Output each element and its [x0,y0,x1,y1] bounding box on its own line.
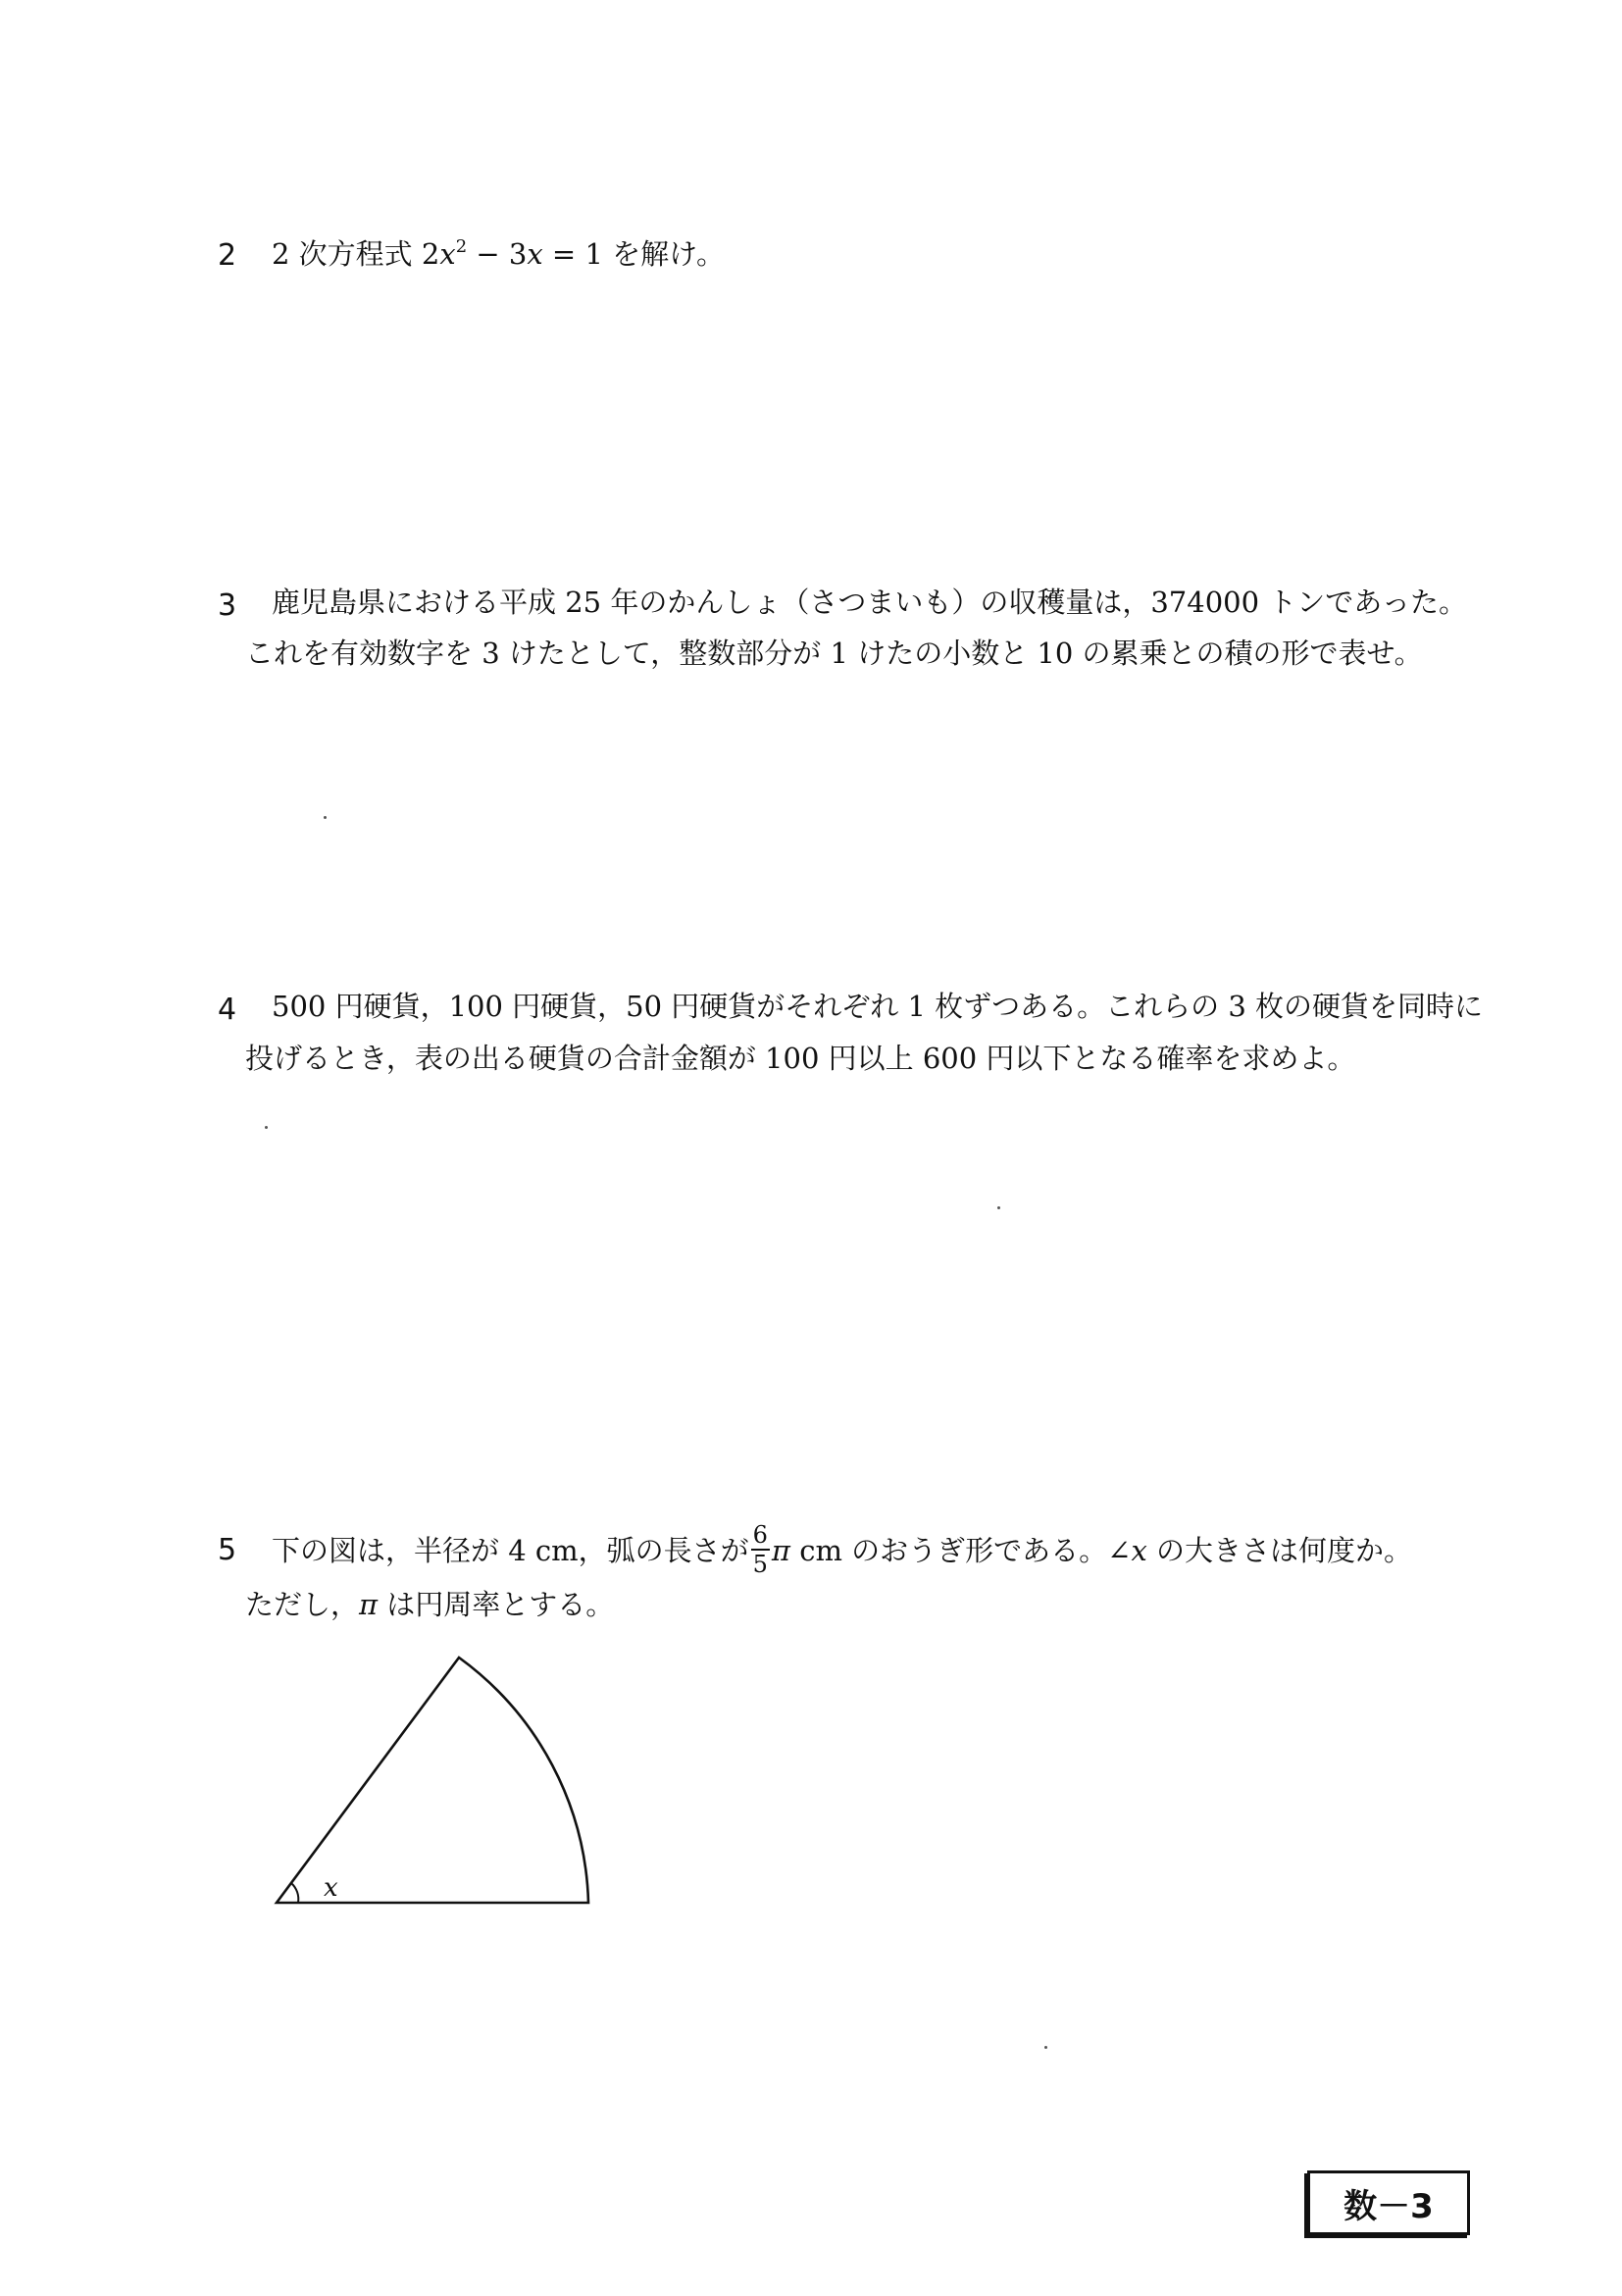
q2-text-after: を解け。 [602,237,725,271]
q5-line2-a: ただし， [245,1588,360,1621]
q5-pi: π [771,1534,790,1567]
q2-eq-var2: x [527,237,543,271]
q5-frac-den: 5 [752,1551,768,1578]
scan-speck [324,816,327,819]
q2-eq-rhs: = 1 [542,237,603,271]
q2-text [272,238,725,269]
q2-text-before: 2 次方程式 [272,237,422,271]
q4-number: 4 [218,993,237,1027]
q3-number: 3 [218,588,237,623]
sector-figure [255,1633,608,1927]
q5-line1 [272,1521,1413,1579]
q5-line1-a: 下の図は，半径が 4 cm，弧の長さが [272,1534,749,1567]
q5-line2-pi: π [359,1588,379,1621]
q4-line2: 投げるとき，表の出る硬貨の合計金額が 100 円以上 600 円以下となる確率を求めよ。 [245,1042,1356,1075]
q5-angle-x: ∠x [1107,1534,1147,1567]
q2-number: 2 [218,238,237,273]
q5-number: 5 [218,1533,237,1567]
q2-eq-var: x [439,237,456,271]
q2-eq-exp: 2 [455,236,468,257]
scan-speck [265,1126,268,1129]
q5-line2-b: は円周率とする。 [378,1588,615,1621]
q4-line1: 500 円硬貨，100 円硬貨，50 円硬貨がそれぞれ 1 枚ずつある。これらの 3 枚の硬貨を同時に [272,990,1484,1023]
page-number-label: 数－3 [1307,2170,1470,2235]
q5-line1-c: の大きさは何度か。 [1146,1534,1413,1567]
sector-shape [277,1658,588,1903]
q2-eq-mid: − 3 [467,237,528,271]
q5-line2 [245,1588,615,1621]
scan-speck [997,1206,1000,1209]
q5-line1-b: cm のおうぎ形である。 [789,1534,1108,1567]
q3-line1: 鹿児島県における平成 25 年のかんしょ（さつまいも）の収穫量は，374000 トンであった。 [272,586,1467,619]
q5-fraction [751,1523,770,1576]
angle-arc [291,1883,298,1903]
scan-speck [1044,2046,1047,2049]
q5-frac-num: 6 [752,1521,768,1549]
angle-label: x [324,1873,338,1903]
q2-eq-coef: 2 [421,237,440,271]
q3-line2: これを有効数字を 3 けたとして，整数部分が 1 けたの小数と 10 の累乗との積の形で表せ。 [245,637,1423,670]
